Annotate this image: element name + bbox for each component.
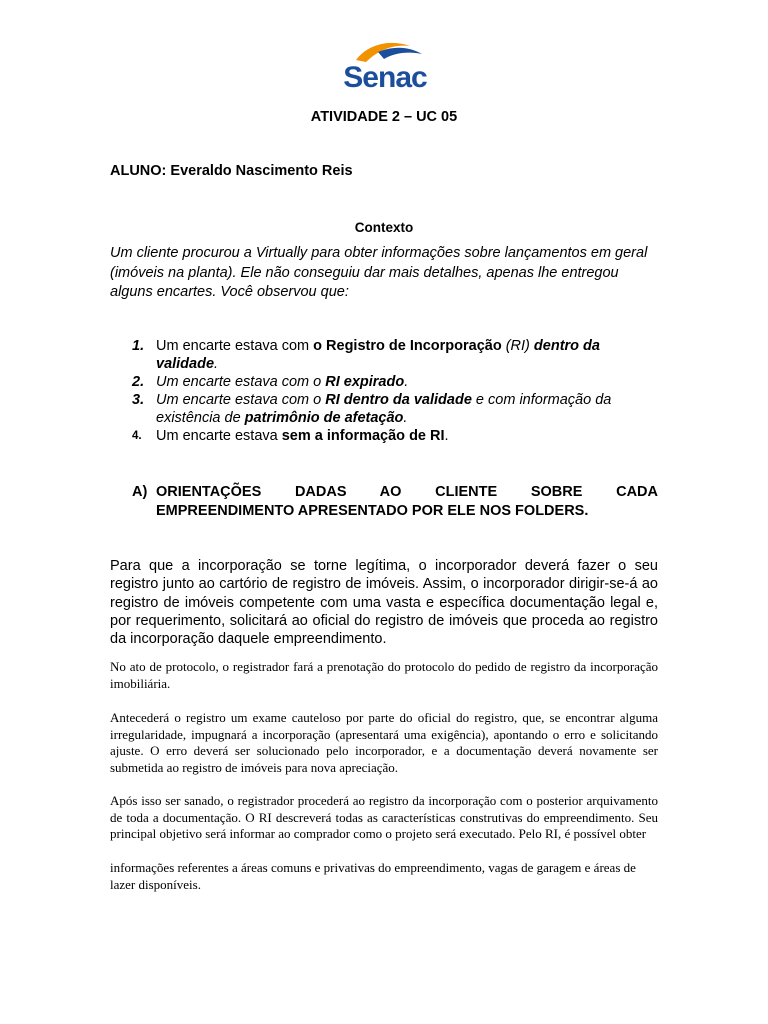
paragraph-protocol: No ato de protocolo, o registrador fará a prenotação do protocolo do pedido de registro da incorporação imobiliária. bbox=[110, 659, 658, 691]
section-a-label: A) bbox=[132, 484, 148, 500]
paragraph-registration: Após isso ser sanado, o registrador procederá ao registro da incorporação com o posterior arquivamento de toda a documentação. O RI descreverá todas as características construtivas do empreendimento. Seu principal objetivo será informar ao comprador como o projeto será executado. Pelo RI, é possível obter bbox=[110, 793, 658, 841]
senac-logo-text: Senac bbox=[343, 61, 427, 94]
student-name: ALUNO: Everaldo Nascimento Reis bbox=[110, 163, 353, 179]
list-item: 2. Um encarte estava com o RI expirado. bbox=[132, 374, 409, 390]
observation-list bbox=[110, 337, 658, 445]
section-a-line2: EMPREENDIMENTO APRESENTADO POR ELE NOS FOLDERS. bbox=[156, 503, 589, 519]
list-item: 4. Um encarte estava sem a informação de RI. bbox=[132, 428, 449, 444]
activity-title: ATIVIDADE 2 – UC 05 bbox=[310, 109, 458, 125]
context-text: Um cliente procurou a Virtually para obter informações sobre lançamentos em geral (imóveis na planta). Ele não conseguiu dar mais detalhes, apenas lhe entregou alguns encartes. Você observou que: bbox=[110, 245, 648, 300]
paragraph-information: informações referentes a áreas comuns e privativas do empreendimento, vagas de garagem e áreas de lazer disponíveis. bbox=[110, 860, 636, 892]
section-a-heading bbox=[110, 483, 658, 521]
list-item: 3. Um encarte estava com o RI dentro da validade e com informação da existência de patrimônio de afetação. bbox=[132, 392, 612, 426]
paragraph-incorporation: Para que a incorporação se torne legítima, o incorporador deverá fazer o seu registro junto ao cartório de registro de imóveis. Assim, o incorporador dirigir-se-á ao registro de imóveis competente com uma vasta e específica documentação legal e, por requerimento, solicitará ao oficial do registro de imóveis que proceda ao registro da incorporação daquele empreendimento. bbox=[110, 558, 658, 648]
context-heading: Contexto bbox=[354, 220, 414, 235]
senac-logo bbox=[338, 40, 432, 96]
section-a-line1: ORIENTAÇÕES DADAS AO CLIENTE SOBRE CADA bbox=[156, 484, 658, 500]
paragraph-exam: Antecederá o registro um exame cauteloso por parte do oficial do registro, que, se encontrar alguma irregularidade, impugnará a incorporação (apresentará uma exigência), apontando o erro e solicitando ajuste. O erro deverá ser solucionado pelo incorporador, e a documentação deverá novamente ser submetida ao registro de imóveis para nova apreciação. bbox=[110, 710, 658, 775]
list-item: 1. Um encarte estava com o Registro de Incorporação (RI) dentro da validade. bbox=[132, 338, 600, 372]
